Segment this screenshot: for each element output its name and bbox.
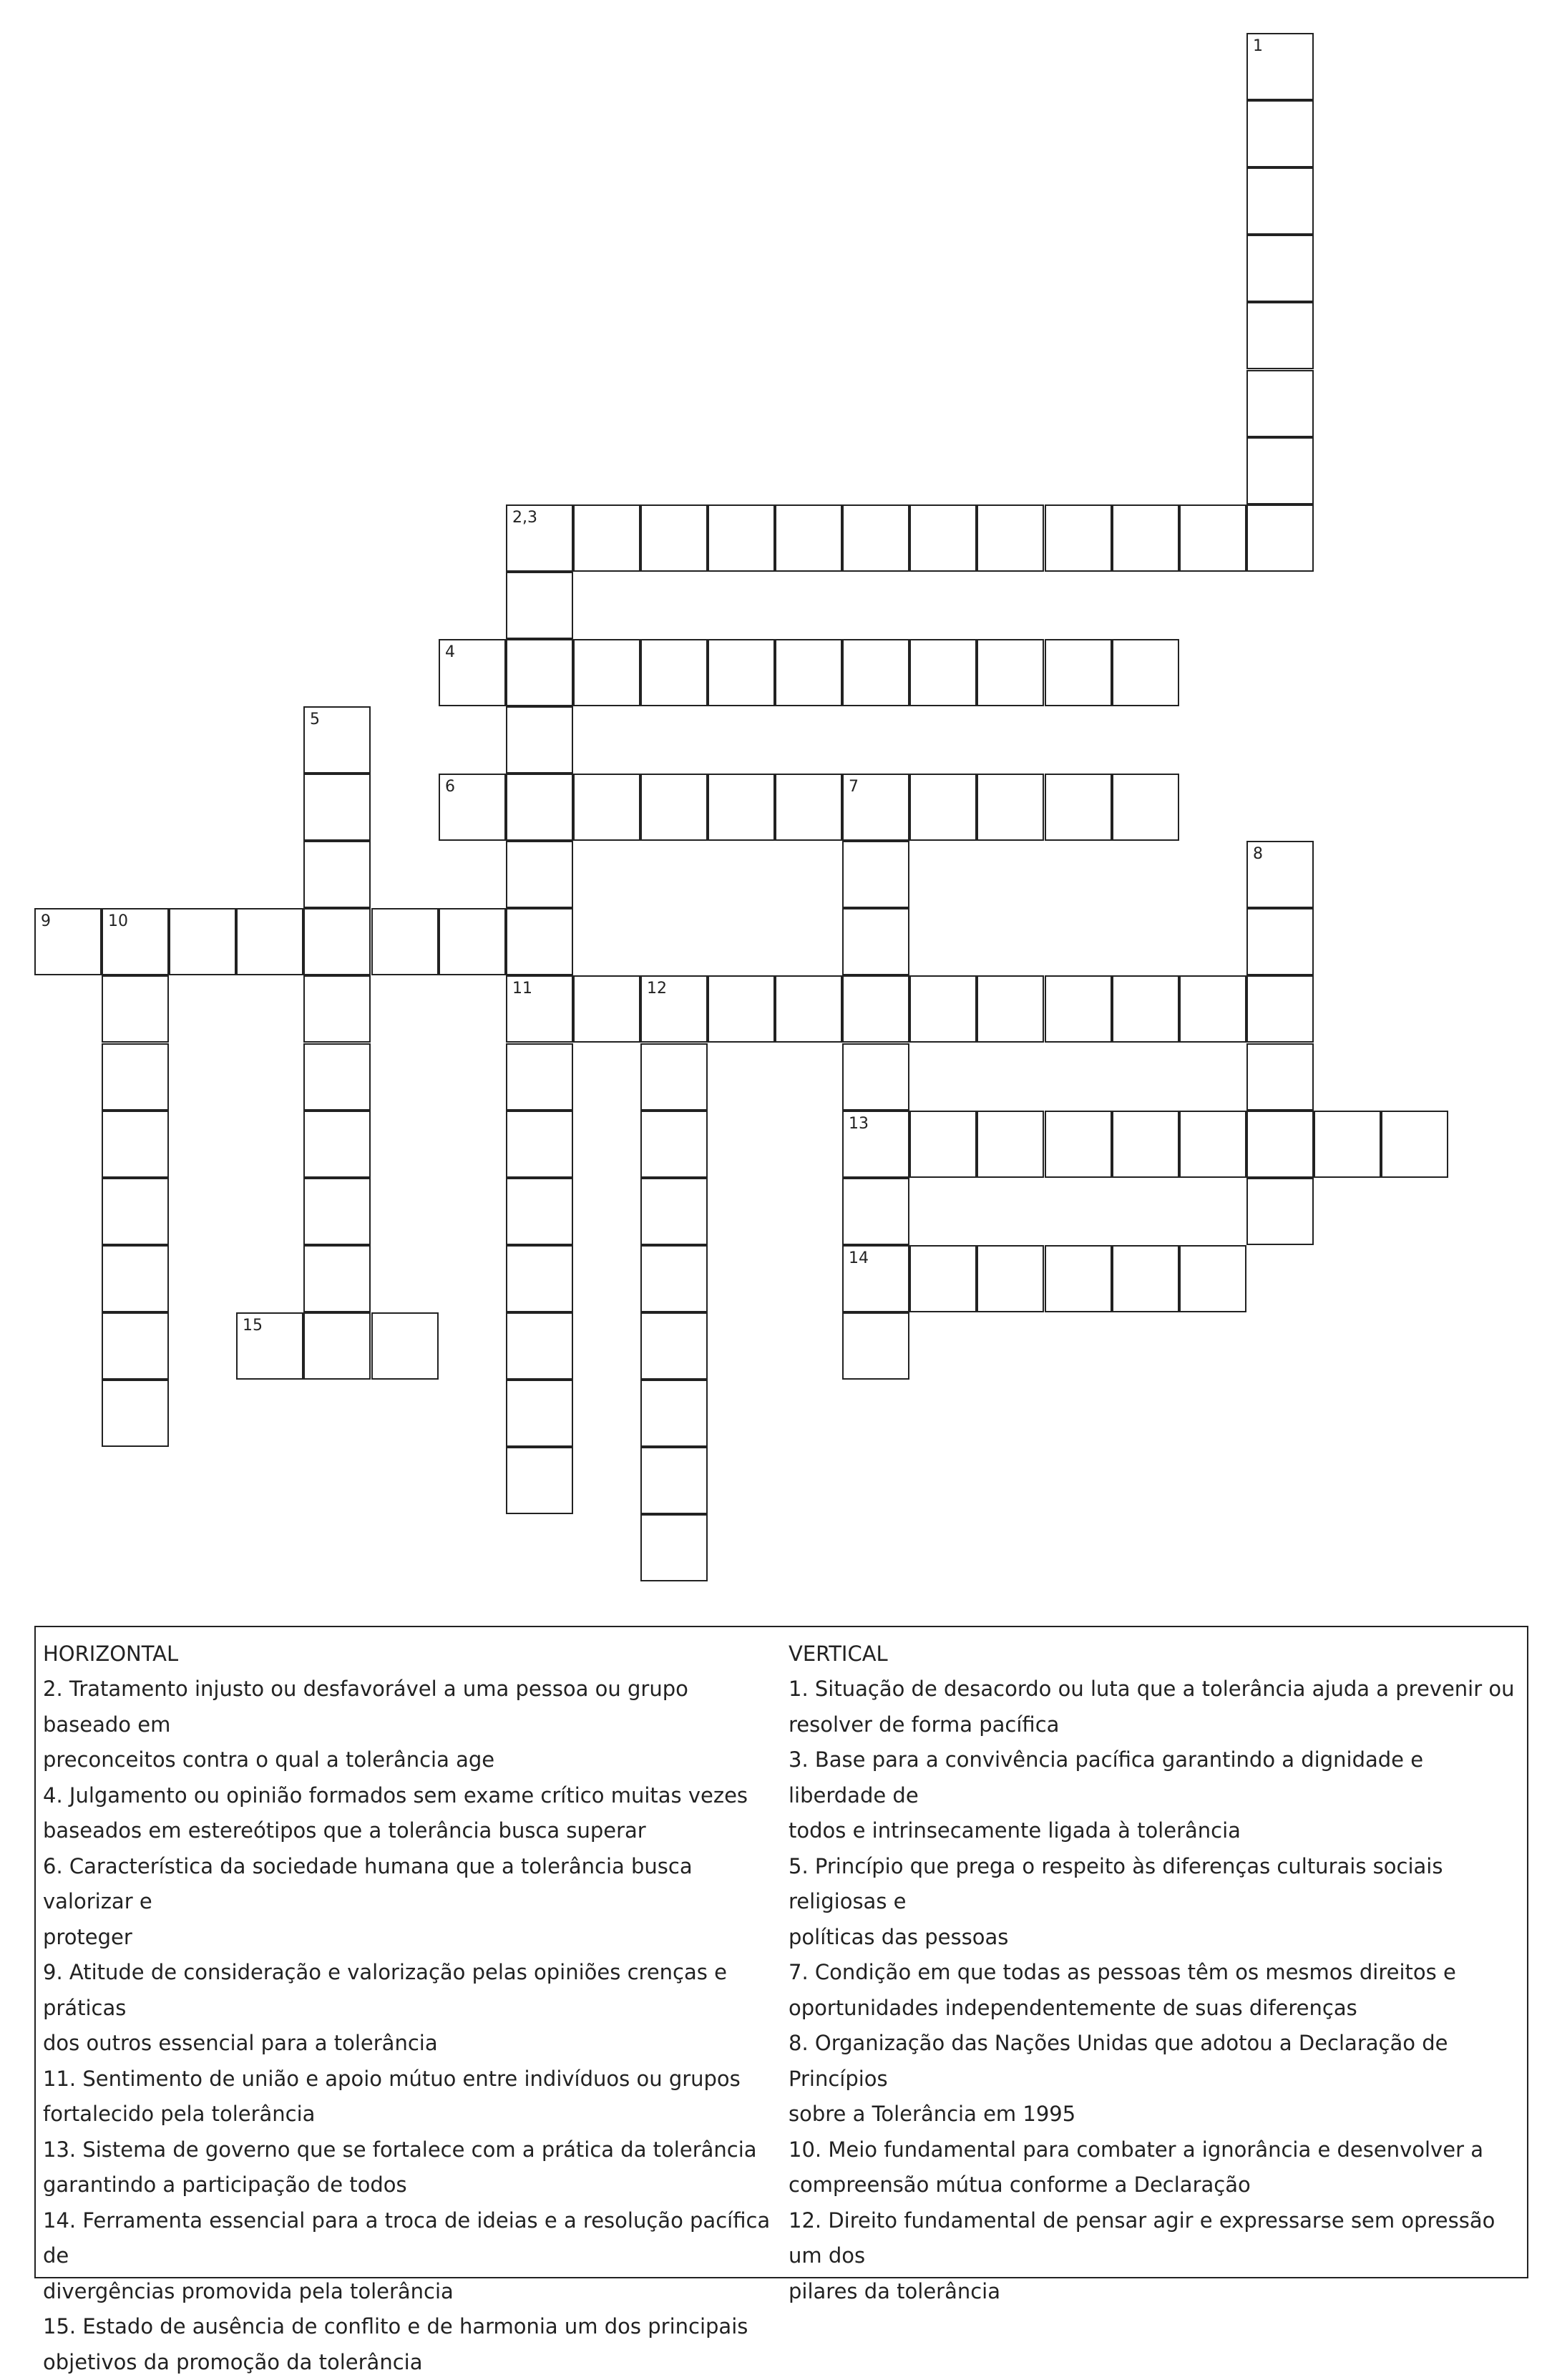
crossword-cell[interactable]: [708, 774, 775, 841]
crossword-cell[interactable]: [102, 1312, 169, 1380]
crossword-cell[interactable]: [1112, 504, 1179, 572]
crossword-cell[interactable]: [102, 1380, 169, 1447]
horizontal-title: HORIZONTAL: [43, 1636, 780, 1672]
crossword-cell[interactable]: [842, 1312, 909, 1380]
clue-line: 12. Direito fundamental de pensar agir e expressarse sem opressão um dos: [789, 2203, 1526, 2274]
crossword-cell[interactable]: [1112, 1111, 1179, 1178]
crossword-cell[interactable]: [573, 975, 640, 1043]
crossword-cell[interactable]: [506, 975, 573, 1043]
clue-number: 10: [108, 912, 128, 931]
clue-number: 13: [849, 1115, 869, 1133]
crossword-cell[interactable]: [506, 1245, 573, 1312]
clue-line: 10. Meio fundamental para combater a ignorância e desenvolver a: [789, 2132, 1526, 2168]
crossword-cell[interactable]: [640, 1043, 708, 1111]
crossword-cell[interactable]: [506, 1447, 573, 1514]
clue-line: 11. Sentimento de união e apoio mútuo entre indivíduos ou grupos: [43, 2062, 780, 2097]
crossword-cell[interactable]: [439, 908, 506, 975]
crossword-cell[interactable]: [506, 1178, 573, 1245]
clue-number: 7: [849, 778, 859, 796]
crossword-cell[interactable]: [303, 774, 371, 841]
crossword-cell[interactable]: [909, 1245, 977, 1312]
crossword-cell[interactable]: [303, 1111, 371, 1178]
crossword-cell[interactable]: [775, 774, 842, 841]
horizontal-clues: [43, 1636, 780, 2380]
crossword-cell[interactable]: [303, 841, 371, 908]
crossword-cell[interactable]: [977, 1111, 1044, 1178]
crossword-cell[interactable]: [842, 908, 909, 975]
clue-number: 6: [445, 778, 455, 796]
crossword-cell[interactable]: [1246, 504, 1314, 572]
clue-line: 5. Princípio que prega o respeito às diferenças culturais sociais religiosas e: [789, 1849, 1526, 1920]
crossword-cell[interactable]: [977, 504, 1044, 572]
crossword-cell[interactable]: [1179, 1245, 1246, 1312]
crossword-cell[interactable]: [775, 639, 842, 706]
crossword-cell[interactable]: [236, 908, 303, 975]
crossword-cell[interactable]: [640, 1380, 708, 1447]
crossword-cell[interactable]: [102, 908, 169, 975]
clue-line: garantindo a participação de todos: [43, 2167, 780, 2203]
crossword-cell[interactable]: [842, 504, 909, 572]
crossword-cell[interactable]: [640, 1111, 708, 1178]
crossword-cell[interactable]: [303, 975, 371, 1043]
clue-number: 15: [243, 1317, 263, 1335]
crossword-cell[interactable]: [1045, 1111, 1112, 1178]
crossword-cell[interactable]: [1112, 639, 1179, 706]
crossword-cell[interactable]: [1246, 1043, 1314, 1111]
crossword-cell[interactable]: [1246, 841, 1314, 908]
crossword-cell[interactable]: [1246, 908, 1314, 975]
crossword-cell[interactable]: [1246, 302, 1314, 369]
crossword-cell[interactable]: [102, 1111, 169, 1178]
clue-line: 1. Situação de desacordo ou luta que a tolerância ajuda a prevenir ou: [789, 1672, 1526, 1707]
clue-line: 9. Atitude de consideração e valorização pelas opiniões crenças e práticas: [43, 1955, 780, 2026]
crossword-cell[interactable]: [303, 1178, 371, 1245]
crossword-cell[interactable]: [573, 774, 640, 841]
crossword-cell[interactable]: [640, 1514, 708, 1581]
clue-line: políticas das pessoas: [789, 1920, 1526, 1956]
crossword-cell[interactable]: [1045, 1245, 1112, 1312]
crossword-cell[interactable]: [506, 639, 573, 706]
clue-number: 1: [1253, 37, 1263, 56]
crossword-cell[interactable]: [506, 841, 573, 908]
crossword-cell[interactable]: [1314, 1111, 1381, 1178]
crossword-cell[interactable]: [1112, 975, 1179, 1043]
crossword-cell[interactable]: [842, 1245, 909, 1312]
clue-line: proteger: [43, 1920, 780, 1956]
crossword-cell[interactable]: [1381, 1111, 1448, 1178]
crossword-cell[interactable]: [102, 1043, 169, 1111]
clue-line: 3. Base para a convivência pacífica garantindo a dignidade e liberdade de: [789, 1742, 1526, 1813]
crossword-cell[interactable]: [708, 975, 775, 1043]
crossword-cell[interactable]: [102, 1178, 169, 1245]
clue-line: 15. Estado de ausência de conflito e de harmonia um dos principais: [43, 2309, 780, 2345]
crossword-cell[interactable]: [371, 908, 439, 975]
crossword-cell[interactable]: [1246, 33, 1314, 100]
crossword-cell[interactable]: [842, 1178, 909, 1245]
crossword-cell[interactable]: [303, 706, 371, 774]
crossword-cell[interactable]: [573, 639, 640, 706]
crossword-cell[interactable]: [506, 504, 573, 572]
clue-line: preconceitos contra o qual a tolerância age: [43, 1742, 780, 1778]
crossword-cell[interactable]: [34, 908, 102, 975]
crossword-cell[interactable]: [640, 1447, 708, 1514]
crossword-cell[interactable]: [640, 975, 708, 1043]
crossword-cell[interactable]: [1045, 774, 1112, 841]
crossword-cell[interactable]: [506, 1111, 573, 1178]
crossword-cell[interactable]: [1246, 235, 1314, 302]
clue-line: todos e intrinsecamente ligada à tolerância: [789, 1813, 1526, 1849]
clue-line: 13. Sistema de governo que se fortalece com a prática da tolerância: [43, 2132, 780, 2168]
crossword-cell[interactable]: [1246, 167, 1314, 235]
clue-line: objetivos da promoção da tolerância: [43, 2345, 780, 2380]
clue-number: 12: [647, 980, 667, 998]
crossword-cell[interactable]: [506, 1380, 573, 1447]
clue-line: compreensão mútua conforme a Declaração: [789, 2167, 1526, 2203]
clue-line: 14. Ferramenta essencial para a troca de ideias e a resolução pacífica de: [43, 2203, 780, 2274]
crossword-cell[interactable]: [1179, 1111, 1246, 1178]
crossword-cell[interactable]: [303, 1043, 371, 1111]
clue-line: 7. Condição em que todas as pessoas têm os mesmos direitos e: [789, 1955, 1526, 1991]
crossword-cell[interactable]: [1246, 1111, 1314, 1178]
vertical-clues: [789, 1636, 1526, 2309]
crossword-cell[interactable]: [1246, 1178, 1314, 1245]
clues-box: [34, 1626, 1528, 2278]
crossword-cell[interactable]: [1112, 774, 1179, 841]
crossword-cell[interactable]: [842, 975, 909, 1043]
crossword-cell[interactable]: [640, 1312, 708, 1380]
crossword-cell[interactable]: [909, 639, 977, 706]
crossword-cell[interactable]: [842, 841, 909, 908]
clue-number: 8: [1253, 845, 1263, 864]
crossword-cell[interactable]: [371, 1312, 439, 1380]
crossword-cell[interactable]: [236, 1312, 303, 1380]
crossword-cell[interactable]: [909, 504, 977, 572]
crossword-cell[interactable]: [1179, 504, 1246, 572]
crossword-cell[interactable]: [1112, 1245, 1179, 1312]
crossword-cell[interactable]: [439, 774, 506, 841]
crossword-cell[interactable]: [1246, 100, 1314, 167]
crossword-cell[interactable]: [640, 774, 708, 841]
crossword-cell[interactable]: [303, 1245, 371, 1312]
crossword-cell[interactable]: [506, 706, 573, 774]
clue-line: pilares da tolerância: [789, 2274, 1526, 2310]
clue-line: resolver de forma pacífica: [789, 1707, 1526, 1743]
clue-line: 2. Tratamento injusto ou desfavorável a uma pessoa ou grupo baseado em: [43, 1672, 780, 1742]
crossword-cell[interactable]: [506, 572, 573, 639]
clue-line: 6. Característica da sociedade humana que a tolerância busca valorizar e: [43, 1849, 780, 1920]
clue-line: fortalecido pela tolerância: [43, 2097, 780, 2132]
crossword-cell[interactable]: [842, 774, 909, 841]
crossword-cell[interactable]: [842, 639, 909, 706]
crossword-cell[interactable]: [640, 1178, 708, 1245]
crossword-cell[interactable]: [102, 1245, 169, 1312]
crossword-cell[interactable]: [1246, 437, 1314, 504]
crossword-cell[interactable]: [640, 504, 708, 572]
crossword-cell[interactable]: [506, 1312, 573, 1380]
clue-line: sobre a Tolerância em 1995: [789, 2097, 1526, 2132]
clue-number: 11: [512, 980, 532, 998]
crossword-cell[interactable]: [909, 774, 977, 841]
clue-line: dos outros essencial para a tolerância: [43, 2026, 780, 2062]
crossword-cell[interactable]: [977, 1245, 1044, 1312]
clue-number: 14: [849, 1249, 869, 1268]
crossword-cell[interactable]: [1045, 639, 1112, 706]
crossword-cell[interactable]: [506, 774, 573, 841]
clue-line: 8. Organização das Nações Unidas que adotou a Declaração de Princípios: [789, 2026, 1526, 2097]
crossword-cell[interactable]: [640, 639, 708, 706]
crossword-cell[interactable]: [573, 504, 640, 572]
crossword-cell[interactable]: [909, 1111, 977, 1178]
vertical-title: VERTICAL: [789, 1636, 1526, 1672]
crossword-cell[interactable]: [977, 774, 1044, 841]
clue-line: baseados em estereótipos que a tolerância busca superar: [43, 1813, 780, 1849]
crossword-cell[interactable]: [708, 504, 775, 572]
crossword-cell[interactable]: [977, 975, 1044, 1043]
clue-number: 2,3: [512, 509, 537, 527]
crossword-cell[interactable]: [909, 975, 977, 1043]
clue-number: 9: [41, 912, 51, 931]
clue-line: divergências promovida pela tolerância: [43, 2274, 780, 2310]
clue-number: 4: [445, 643, 455, 662]
crossword-cell[interactable]: [775, 975, 842, 1043]
crossword-cell[interactable]: [775, 504, 842, 572]
crossword-cell[interactable]: [303, 1312, 371, 1380]
crossword-cell[interactable]: [439, 639, 506, 706]
crossword-cell[interactable]: [977, 639, 1044, 706]
crossword-cell[interactable]: [1246, 975, 1314, 1043]
clue-number: 5: [310, 711, 320, 729]
crossword-cell[interactable]: [1045, 504, 1112, 572]
crossword-cell[interactable]: [842, 1111, 909, 1178]
crossword-cell[interactable]: [506, 1043, 573, 1111]
crossword-cell[interactable]: [506, 908, 573, 975]
clue-line: oportunidades independentemente de suas diferenças: [789, 1991, 1526, 2027]
crossword-cell[interactable]: [102, 975, 169, 1043]
crossword-cell[interactable]: [1179, 975, 1246, 1043]
crossword-cell[interactable]: [708, 639, 775, 706]
clue-line: 4. Julgamento ou opinião formados sem exame crítico muitas vezes: [43, 1778, 780, 1814]
crossword-cell[interactable]: [1246, 370, 1314, 437]
crossword-cell[interactable]: [169, 908, 236, 975]
crossword-cell[interactable]: [303, 908, 371, 975]
crossword-cell[interactable]: [842, 1043, 909, 1111]
crossword-cell[interactable]: [1045, 975, 1112, 1043]
crossword-cell[interactable]: [640, 1245, 708, 1312]
